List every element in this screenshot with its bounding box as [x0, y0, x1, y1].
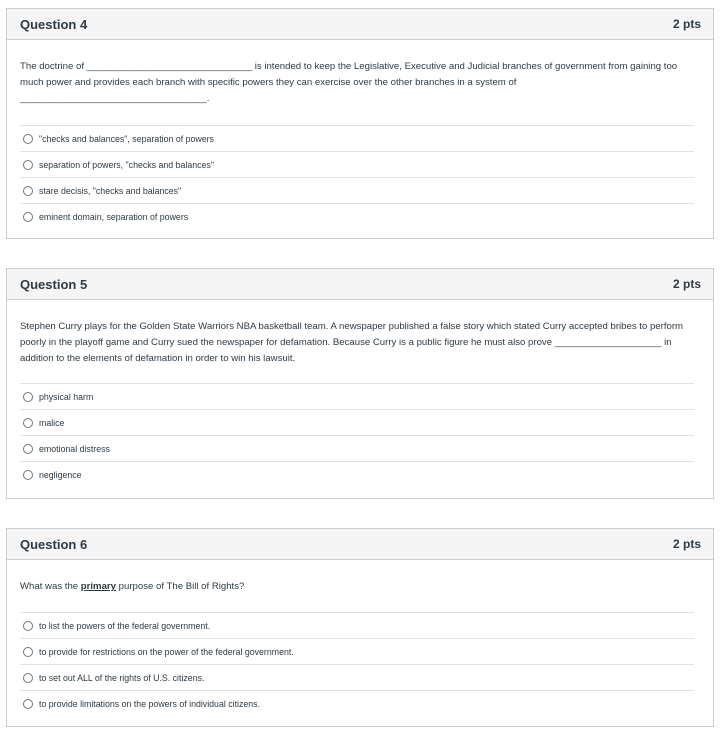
answer-option[interactable] — [20, 383, 694, 409]
answer-option[interactable] — [20, 151, 694, 177]
answer-label: to set out ALL of the rights of U.S. citizens. — [39, 672, 205, 683]
question-title: Question 5 — [20, 276, 88, 292]
radio-button[interactable] — [23, 160, 33, 170]
answer-option[interactable] — [20, 125, 694, 151]
radio-button[interactable] — [23, 647, 33, 657]
radio-button[interactable] — [23, 186, 33, 196]
question-body — [7, 300, 713, 487]
answer-label: emotional distress — [39, 443, 110, 454]
radio-button[interactable] — [23, 392, 33, 402]
answer-label: negligence — [39, 469, 82, 480]
question-body — [7, 40, 713, 229]
question-points: 2 pts — [672, 17, 701, 31]
radio-button[interactable] — [23, 212, 33, 222]
answer-option[interactable] — [20, 690, 694, 716]
radio-button[interactable] — [23, 134, 33, 144]
question-text-emphasis: primary — [80, 581, 116, 592]
question-text: Stephen Curry plays for the Golden State Warriors NBA basketball team. A newspaper published a false story which stated Curry accepted bribes to perform poorly in the playoff game and Curry sued the newspaper for defamation. Because Curry is a public figure he must also prove ____________________ in addition to the elements of defamation in order to win his lawsuit. — [20, 321, 684, 364]
question-body — [7, 560, 713, 716]
answer-label: eminent domain, separation of powers — [39, 211, 189, 222]
answer-option[interactable] — [20, 638, 694, 664]
radio-button[interactable] — [23, 673, 33, 683]
question-header — [7, 529, 713, 560]
radio-button[interactable] — [23, 444, 33, 454]
answer-label: to list the powers of the federal government. — [39, 620, 211, 631]
radio-button[interactable] — [23, 418, 33, 428]
answer-label: "checks and balances", separation of powers — [39, 133, 214, 144]
answer-list — [20, 383, 694, 487]
answer-label: physical harm — [39, 391, 94, 402]
question-points: 2 pts — [672, 537, 701, 551]
answer-label: malice — [39, 417, 65, 428]
answer-option[interactable] — [20, 461, 694, 487]
answer-label: stare decisis, "checks and balances" — [39, 185, 182, 196]
question-card-5 — [6, 268, 714, 499]
question-text-prefix: What was the — [20, 581, 81, 592]
answer-label: to provide limitations on the powers of individual citizens. — [39, 698, 261, 709]
question-text-suffix: purpose of The Bill of Rights? — [116, 581, 245, 592]
answer-label: to provide for restrictions on the power of the federal government. — [39, 646, 294, 657]
question-card-4 — [6, 8, 714, 239]
question-title: Question 6 — [20, 536, 88, 552]
answer-option[interactable] — [20, 664, 694, 690]
question-card-6 — [6, 528, 714, 727]
answer-list — [20, 125, 694, 229]
answer-option[interactable] — [20, 409, 694, 435]
radio-button[interactable] — [23, 621, 33, 631]
question-header — [7, 269, 713, 300]
question-text: The doctrine of _______________________________ is intended to keep the Legislative, Executive and Judicial branches of government from gaining too much power and provides each branch with specific powers they can exercise over the other branches in a system of ___________________________________. — [20, 61, 678, 104]
answer-option[interactable] — [20, 203, 694, 229]
question-title: Question 4 — [20, 16, 88, 32]
answer-option[interactable] — [20, 177, 694, 203]
answer-option[interactable] — [20, 435, 694, 461]
question-text — [20, 560, 700, 612]
answer-list — [20, 612, 694, 716]
radio-button[interactable] — [23, 470, 33, 480]
radio-button[interactable] — [23, 699, 33, 709]
question-points: 2 pts — [672, 277, 701, 291]
question-header — [7, 9, 713, 40]
answer-option[interactable] — [20, 612, 694, 638]
answer-label: separation of powers, "checks and balances" — [39, 159, 214, 170]
